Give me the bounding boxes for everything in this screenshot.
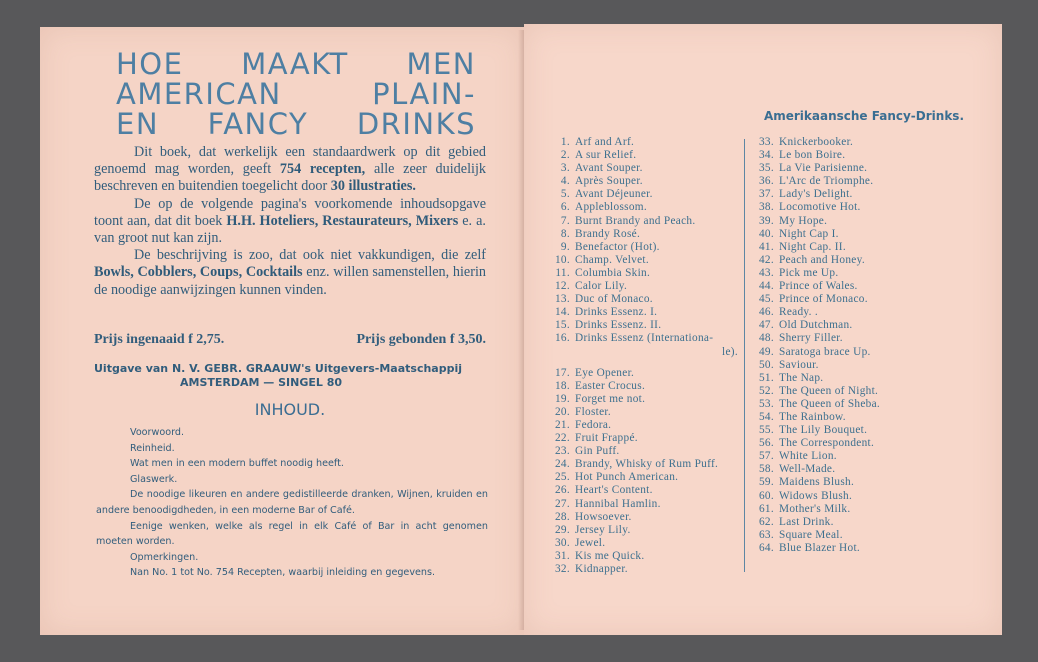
drink-number: 26. bbox=[554, 484, 570, 497]
drink-name: Pick me Up. bbox=[779, 266, 839, 279]
drink-name: Fruit Frappé. bbox=[575, 432, 638, 445]
drinks-column-2 bbox=[750, 136, 920, 555]
drink-number: 17. bbox=[554, 366, 570, 379]
drink-list-item bbox=[750, 450, 920, 463]
publisher-line-1: Uitgave van N. V. GEBR. GRAAUW's Uitgevers-Maatschappij bbox=[94, 362, 463, 375]
drink-name: Après Souper. bbox=[575, 175, 643, 188]
table-of-contents bbox=[96, 425, 488, 581]
drink-list-item bbox=[524, 484, 738, 497]
drink-number: 32. bbox=[554, 563, 570, 575]
price-bound: Prijs gebonden f 3,50. bbox=[356, 332, 486, 347]
drink-name: Calor Lily. bbox=[575, 280, 628, 293]
drink-list-item bbox=[750, 424, 920, 437]
drink-number: 39. bbox=[758, 214, 774, 227]
intro3-text-c: enz. willen samenstellen, hierin de noodige aanwijzingen kunnen vinden. bbox=[94, 264, 486, 298]
drink-name: Gin Puff. bbox=[575, 445, 620, 458]
drink-number: 44. bbox=[758, 280, 774, 293]
drink-name: Peach and Honey. bbox=[779, 253, 865, 266]
drink-number: 45. bbox=[758, 293, 774, 306]
drink-list-item bbox=[750, 411, 920, 424]
drink-list-item bbox=[750, 201, 920, 214]
drink-name: Sherry Filler. bbox=[779, 332, 843, 345]
drink-list-item bbox=[750, 463, 920, 476]
drink-number: 5. bbox=[560, 188, 570, 201]
drink-name: Forget me not. bbox=[575, 392, 646, 405]
drink-number: 4. bbox=[560, 175, 570, 188]
drink-number: 53. bbox=[758, 397, 774, 410]
drink-list-item bbox=[750, 306, 920, 319]
price-paperback: Prijs ingenaaid f 2,75. bbox=[94, 332, 225, 347]
drink-name: Knickerbooker. bbox=[779, 136, 854, 148]
drink-name: Fedora. bbox=[575, 418, 612, 431]
drink-number: 28. bbox=[554, 510, 570, 523]
drink-name: Locomotive Hot. bbox=[779, 201, 861, 214]
drink-list-item bbox=[750, 162, 920, 175]
drink-number: 18. bbox=[554, 379, 570, 392]
drink-list-item bbox=[750, 215, 920, 228]
drink-list-item bbox=[750, 346, 920, 359]
toc-item: Glaswerk. bbox=[130, 473, 178, 485]
drink-number: 59. bbox=[758, 476, 774, 489]
drink-number: 58. bbox=[758, 463, 774, 476]
drink-list-item bbox=[750, 359, 920, 372]
drink-name: Brandy Rosé. bbox=[575, 227, 641, 240]
intro2-text-c: e. a. van groot nut kan zijn. bbox=[94, 212, 486, 247]
drink-number: 51. bbox=[758, 371, 774, 384]
drink-name: Jewel. bbox=[575, 536, 606, 549]
drink-name: The Nap. bbox=[779, 371, 824, 384]
drink-number: 31. bbox=[554, 549, 570, 562]
drink-name: Drinks Essenz. I. bbox=[575, 306, 658, 319]
drink-number: 61. bbox=[758, 502, 774, 515]
drink-number: 10. bbox=[554, 253, 570, 266]
drink-list-item bbox=[750, 188, 920, 201]
drink-name: Heart's Content. bbox=[575, 484, 653, 497]
drink-number: 52. bbox=[758, 384, 774, 397]
drink-number: 11. bbox=[555, 266, 570, 279]
drink-list-item bbox=[524, 241, 738, 254]
drink-number: 15. bbox=[554, 319, 570, 332]
drink-name: Prince of Monaco. bbox=[779, 293, 868, 306]
drink-list-item bbox=[750, 490, 920, 503]
drink-number: 35. bbox=[758, 162, 774, 175]
drink-number: 24. bbox=[554, 458, 570, 471]
toc-item: De noodige likeuren en andere gedistilleerde dranken, Wijnen, kruiden en andere benoodigdheden, in een moderne Bar of Café. bbox=[96, 489, 488, 516]
drink-number: 57. bbox=[758, 450, 774, 463]
drink-name: Maidens Blush. bbox=[779, 476, 855, 489]
prices bbox=[94, 332, 486, 348]
drink-name: L'Arc de Triomphe. bbox=[779, 175, 874, 188]
drink-list-item bbox=[750, 149, 920, 162]
drink-number: 50. bbox=[758, 358, 774, 371]
drink-list-item bbox=[524, 367, 738, 380]
drink-number: 16. bbox=[554, 332, 570, 345]
drink-number: 9. bbox=[560, 240, 570, 253]
drink-list-item bbox=[750, 241, 920, 254]
drink-number: 12. bbox=[554, 280, 570, 293]
drink-list-item bbox=[524, 406, 738, 419]
drink-number: 1. bbox=[560, 136, 570, 148]
column-divider bbox=[744, 139, 745, 572]
drink-list-item bbox=[524, 498, 738, 511]
drink-name: Blue Blazer Hot. bbox=[779, 541, 861, 554]
headline-line-2: AMERICAN PLAIN- bbox=[116, 77, 476, 111]
drink-number: 46. bbox=[758, 306, 774, 319]
drink-number: 38. bbox=[758, 201, 774, 214]
drink-name: Arf and Arf. bbox=[575, 136, 635, 148]
intro1-text-a: Dit boek, dat werkelijk een standaardwerk op dit gebied genoemd mag worden, geeft bbox=[94, 144, 486, 178]
publisher-line-2: AMSTERDAM — SINGEL 80 bbox=[180, 376, 343, 389]
drink-list-item bbox=[524, 228, 738, 241]
drink-list-item bbox=[750, 503, 920, 516]
drink-list-item bbox=[524, 332, 738, 345]
drink-number: 6. bbox=[560, 201, 570, 214]
drink-number: 19. bbox=[554, 392, 570, 405]
drink-list-item bbox=[750, 228, 920, 241]
drink-list-item bbox=[750, 372, 920, 385]
intro1-bold-recipes: 754 recepten, bbox=[279, 161, 366, 178]
drink-number: 40. bbox=[758, 227, 774, 240]
intro2-bold-audience: H.H. Hoteliers, Restaurateurs, Mixers bbox=[226, 212, 459, 229]
drink-number: 22. bbox=[554, 432, 570, 445]
list-gap bbox=[524, 359, 738, 367]
drink-name: The Queen of Sheba. bbox=[779, 397, 881, 410]
intro3-bold-drinks: Bowls, Cobblers, Coups, Cocktails bbox=[94, 264, 303, 281]
drink-number: 23. bbox=[554, 445, 570, 458]
drink-name: The Correspondent. bbox=[779, 437, 875, 450]
drinks-column-1 bbox=[524, 136, 738, 576]
drink-list-item bbox=[524, 188, 738, 201]
drink-name: Saratoga brace Up. bbox=[779, 345, 871, 358]
drink-number: 7. bbox=[560, 214, 570, 227]
drink-name: Hannibal Hamlin. bbox=[575, 497, 661, 510]
drink-list-item bbox=[750, 398, 920, 411]
drink-number: 55. bbox=[758, 424, 774, 437]
drink-name: Saviour. bbox=[779, 358, 819, 371]
drink-list-item bbox=[524, 445, 738, 458]
drink-name: Appleblossom. bbox=[575, 201, 647, 214]
drink-list-item bbox=[524, 524, 738, 537]
drink-name: Avant Souper. bbox=[575, 162, 643, 175]
drink-name: Drinks Essenz. II. bbox=[575, 319, 662, 332]
drink-list-item bbox=[750, 385, 920, 398]
drink-number: 29. bbox=[554, 523, 570, 536]
intro2-text-a: De op de volgende pagina's voorkomende inhoudsopgave toont aan, dat dit boek bbox=[94, 195, 486, 229]
intro-paragraph-2 bbox=[94, 196, 486, 248]
drink-list-item bbox=[524, 563, 738, 576]
drinks-list-title: Amerikaansche Fancy-Drinks. bbox=[763, 109, 964, 123]
drink-number: 30. bbox=[554, 536, 570, 549]
drink-number: 62. bbox=[758, 515, 774, 528]
drink-name: Eye Opener. bbox=[575, 366, 635, 379]
drink-name: Night Cap I. bbox=[779, 227, 839, 240]
drink-number: 25. bbox=[554, 471, 570, 484]
drink-number: 27. bbox=[554, 497, 570, 510]
drink-name: The Queen of Night. bbox=[779, 384, 879, 397]
drink-name: Avant Déjeuner. bbox=[575, 188, 653, 201]
drink-list-item bbox=[524, 393, 738, 406]
drink-list-item bbox=[750, 267, 920, 280]
drink-number: 47. bbox=[758, 319, 774, 332]
drink-number: 2. bbox=[560, 149, 570, 162]
drink-name: le). bbox=[722, 345, 738, 358]
headline-line-3: EN FANCY DRINKS bbox=[116, 107, 476, 141]
drink-list-item bbox=[524, 458, 738, 471]
drink-list-item bbox=[524, 149, 738, 162]
drink-list-item bbox=[750, 293, 920, 306]
drink-name: White Lion. bbox=[779, 450, 837, 463]
drink-list-item bbox=[524, 419, 738, 432]
drink-name: La Vie Parisienne. bbox=[779, 162, 868, 175]
toc-item: Nan No. 1 tot No. 754 Recepten, waarbij inleiding en gegevens. bbox=[130, 567, 436, 579]
headline bbox=[116, 49, 476, 139]
intro-paragraph-1 bbox=[94, 144, 486, 196]
drink-name: Hot Punch American. bbox=[575, 471, 679, 484]
drink-number: 49. bbox=[758, 345, 774, 358]
drink-list-item bbox=[524, 175, 738, 188]
drink-name: Mother's Milk. bbox=[779, 502, 851, 515]
drink-list-item bbox=[750, 437, 920, 450]
drink-number: 54. bbox=[758, 410, 774, 423]
toc-item: Wat men in een modern buffet noodig heeft. bbox=[130, 458, 344, 470]
drink-list-item bbox=[750, 319, 920, 332]
drink-name: Brandy, Whisky of Rum Puff. bbox=[575, 458, 719, 471]
drink-list-item bbox=[524, 537, 738, 550]
drink-number: 13. bbox=[554, 293, 570, 306]
drink-list-item bbox=[750, 529, 920, 542]
drink-list-item bbox=[750, 542, 920, 555]
drink-name: Duc of Monaco. bbox=[575, 293, 653, 306]
drink-number: 3. bbox=[560, 162, 570, 175]
drink-name: Easter Crocus. bbox=[575, 379, 646, 392]
drink-number: 48. bbox=[758, 332, 774, 345]
drink-list-item bbox=[750, 254, 920, 267]
drink-list-item bbox=[524, 550, 738, 563]
toc-item: Opmerkingen. bbox=[130, 551, 199, 563]
intro-text bbox=[94, 144, 486, 299]
drink-name: Night Cap. II. bbox=[779, 240, 846, 253]
drink-name: A sur Relief. bbox=[575, 149, 637, 162]
drink-list-item bbox=[750, 136, 920, 149]
drink-list-item bbox=[524, 215, 738, 228]
drink-name: Widows Blush. bbox=[779, 489, 853, 502]
drink-number: 56. bbox=[758, 437, 774, 450]
drink-number: 64. bbox=[758, 541, 774, 554]
drink-number: 34. bbox=[758, 149, 774, 162]
right-page bbox=[524, 24, 1002, 635]
toc-item: Voorwoord. bbox=[130, 427, 185, 438]
drink-list-item bbox=[524, 293, 738, 306]
drink-name: Prince of Wales. bbox=[779, 280, 858, 293]
drink-name: Kis me Quick. bbox=[575, 549, 645, 562]
drink-number: 8. bbox=[560, 227, 570, 240]
drink-number: 43. bbox=[758, 266, 774, 279]
drink-name: My Hope. bbox=[779, 214, 828, 227]
drink-name: The Lily Bouquet. bbox=[779, 424, 868, 437]
intro1-text-c: alle zeer duidelijk beschreven en buitendien toegelicht door bbox=[94, 161, 486, 195]
drink-list-item bbox=[750, 175, 920, 188]
publisher-info bbox=[94, 362, 486, 390]
drink-name: Lady's Delight. bbox=[779, 188, 853, 201]
drink-list-item bbox=[524, 201, 738, 214]
drink-name: Ready. . bbox=[779, 306, 818, 319]
drink-list-item bbox=[750, 476, 920, 489]
drink-number: 36. bbox=[758, 175, 774, 188]
drink-list-item bbox=[524, 162, 738, 175]
drink-list-item bbox=[524, 511, 738, 524]
drink-name: Square Meal. bbox=[779, 528, 843, 541]
drink-number: 60. bbox=[758, 489, 774, 502]
drink-number: 41. bbox=[758, 240, 774, 253]
drink-number: 37. bbox=[758, 188, 774, 201]
toc-item: Reinheid. bbox=[130, 442, 175, 454]
toc-title: INHOUD. bbox=[254, 400, 326, 419]
drink-name: Jersey Lily. bbox=[575, 523, 631, 536]
drink-list-item bbox=[524, 319, 738, 332]
drink-list-item bbox=[524, 380, 738, 393]
drink-list-item bbox=[524, 432, 738, 445]
drink-name: Le bon Boire. bbox=[779, 149, 846, 162]
drink-list-item bbox=[524, 254, 738, 267]
drink-name: Benefactor (Hot). bbox=[575, 240, 660, 253]
drink-name: Well-Made. bbox=[779, 463, 836, 476]
left-page bbox=[40, 27, 524, 635]
drink-list-item bbox=[524, 306, 738, 319]
drink-list-item bbox=[524, 471, 738, 484]
drink-name: Drinks Essenz (Internationa- bbox=[575, 332, 714, 345]
drink-list-item bbox=[524, 346, 738, 359]
drink-number: 14. bbox=[554, 306, 570, 319]
drink-name: Champ. Velvet. bbox=[575, 253, 649, 266]
intro1-bold-illustrations: 30 illustraties. bbox=[330, 178, 416, 195]
drink-number: 21. bbox=[554, 418, 570, 431]
drink-list-item bbox=[524, 267, 738, 280]
drink-number: 42. bbox=[758, 253, 774, 266]
drink-name: Last Drink. bbox=[779, 515, 834, 528]
intro-paragraph-3 bbox=[94, 247, 486, 299]
drink-name: Howsoever. bbox=[575, 510, 632, 523]
drink-list-item bbox=[524, 280, 738, 293]
drink-name: Old Dutchman. bbox=[779, 319, 853, 332]
toc-item: Eenige wenken, welke als regel in elk Café of Bar in acht genomen moeten worden. bbox=[96, 520, 488, 548]
drink-name: Columbia Skin. bbox=[575, 266, 651, 279]
drink-list-item bbox=[750, 280, 920, 293]
drink-number: 63. bbox=[758, 528, 774, 541]
headline-line-1: HOE MAAKT MEN bbox=[116, 47, 476, 81]
drink-name: The Rainbow. bbox=[779, 410, 846, 423]
drink-number: 20. bbox=[554, 405, 570, 418]
drink-name: Kidnapper. bbox=[575, 563, 628, 575]
drink-name: Floster. bbox=[575, 405, 611, 418]
drink-list-item bbox=[750, 332, 920, 345]
drink-list-item bbox=[750, 516, 920, 529]
drink-name: Burnt Brandy and Peach. bbox=[575, 214, 696, 227]
drink-list-item bbox=[524, 136, 738, 149]
drink-number: 33. bbox=[758, 136, 774, 148]
intro3-text-a: De beschrijving is zoo, dat ook niet vakkundigen, die zelf bbox=[134, 247, 486, 264]
